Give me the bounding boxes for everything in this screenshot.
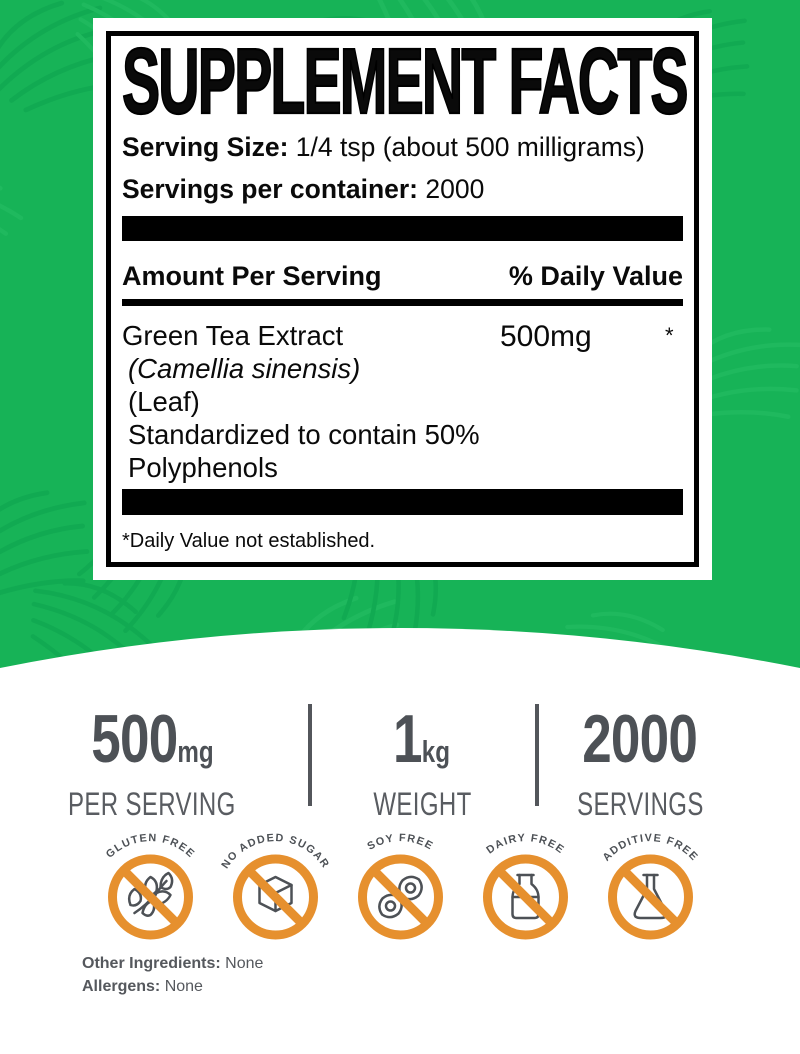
servings-label: Servings per container: — [122, 174, 419, 204]
ingredient-plant-part: (Leaf) — [128, 386, 200, 417]
daily-value-footnote: *Daily Value not established. — [122, 530, 376, 552]
stat-servings-label: SERVINGS — [576, 786, 704, 822]
svg-text:SOY FREE: SOY FREE — [364, 833, 436, 853]
badge-dairy-free — [463, 833, 588, 945]
supplement-facts-panel — [93, 18, 712, 580]
daily-value-asterisk: * — [665, 323, 674, 348]
daily-value-header: % Daily Value — [508, 261, 683, 291]
footer-info — [82, 952, 263, 998]
stat-servings-value: 2000 — [582, 701, 698, 777]
allergens-value: None — [164, 978, 203, 995]
svg-text:NO ADDED SUGAR: NO ADDED SUGAR — [218, 833, 332, 871]
servings-value: 2000 — [425, 174, 485, 204]
stat-per-serving-label: PER SERVING — [68, 786, 236, 822]
header-rule — [122, 299, 683, 306]
white-curve — [0, 620, 800, 700]
badge-no-added-sugar — [213, 833, 338, 945]
free-from-badges — [0, 833, 800, 947]
svg-text:DAIRY FREE: DAIRY FREE — [483, 833, 567, 857]
ingredient-standardization-2: Polyphenols — [128, 452, 278, 483]
stats-row — [0, 701, 800, 822]
allergens-label: Allergens: — [82, 978, 161, 995]
badge-gluten-free — [88, 833, 213, 945]
allergens-line — [82, 975, 263, 998]
badge-additive-free — [588, 833, 713, 945]
badge-soy-free — [338, 833, 463, 945]
ingredient-latin-name: (Camellia sinensis) — [128, 353, 361, 384]
stat-servings — [520, 701, 760, 822]
serving-size-label: Serving Size: — [122, 132, 289, 162]
other-ingredients-label: Other Ingredients: — [82, 955, 221, 972]
ingredient-row — [122, 319, 683, 484]
svg-text:ADDITIVE FREE: ADDITIVE FREE — [599, 833, 701, 864]
amount-per-serving-header: Amount Per Serving — [122, 261, 382, 291]
separator-bar-bottom — [122, 489, 683, 515]
stat-per-serving-value: 500mg — [90, 701, 214, 777]
other-ingredients-line — [82, 952, 263, 975]
panel-title: SUPPLEMENT FACTS — [122, 29, 687, 133]
other-ingredients-value: None — [225, 955, 264, 972]
stat-weight-label: WEIGHT — [372, 786, 472, 822]
separator-bar-top — [122, 216, 683, 241]
stat-weight-value: 1kg — [393, 701, 451, 777]
stat-weight — [302, 701, 542, 822]
ingredient-name: Green Tea Extract — [122, 320, 344, 351]
ingredient-standardization: Standardized to contain 50% — [128, 419, 480, 450]
table-header-row — [122, 261, 683, 292]
servings-per-container-line — [122, 174, 683, 204]
serving-size-value: 1/4 tsp (about 500 milligrams) — [295, 132, 645, 162]
svg-text:GLUTEN FREE: GLUTEN FREE — [103, 833, 197, 861]
stat-per-serving — [32, 701, 272, 822]
ingredient-amount: 500mg — [500, 320, 592, 353]
serving-size-line — [122, 132, 683, 162]
